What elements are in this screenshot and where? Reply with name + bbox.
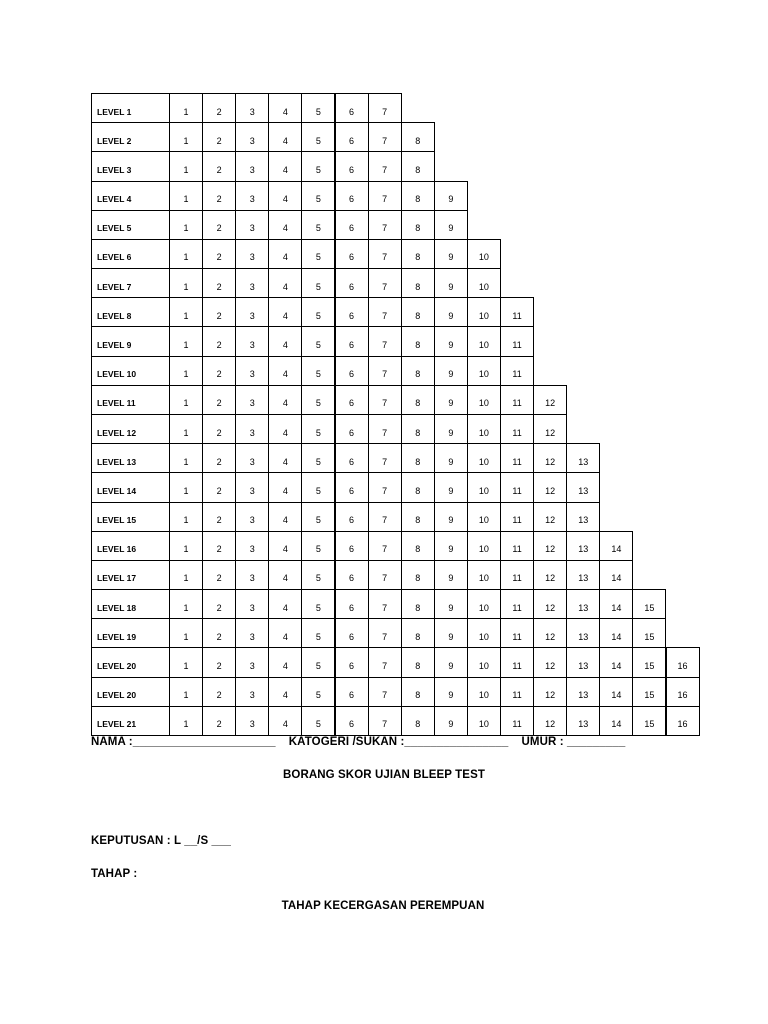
shuttle-cell: 7 [368, 472, 402, 502]
shuttle-cell: 14 [599, 531, 633, 561]
shuttle-cell: 8 [401, 356, 435, 386]
shuttle-cell: 6 [335, 210, 369, 240]
shuttle-cell: 6 [335, 618, 369, 648]
shuttle-cell: 2 [202, 502, 236, 532]
shuttle-cell: 13 [566, 589, 600, 619]
shuttle-cell: 14 [599, 706, 633, 736]
shuttle-cell: 2 [202, 356, 236, 386]
shuttle-cell: 6 [335, 268, 369, 298]
shuttle-cell: 1 [169, 618, 203, 648]
shuttle-cell: 3 [235, 297, 269, 327]
shuttle-cell: 12 [533, 502, 567, 532]
shuttle-cell: 10 [467, 326, 501, 356]
shuttle-cell: 6 [335, 151, 369, 181]
shuttle-cell: 5 [301, 239, 335, 269]
shuttle-cell: 5 [301, 326, 335, 356]
shuttle-cell: 16 [666, 647, 700, 677]
shuttle-cell: 3 [235, 560, 269, 590]
shuttle-cell: 7 [368, 560, 402, 590]
shuttle-cell: 3 [235, 356, 269, 386]
shuttle-cell: 10 [467, 647, 501, 677]
shuttle-cell: 8 [401, 297, 435, 327]
shuttle-cell: 2 [202, 297, 236, 327]
shuttle-cell: 4 [268, 618, 302, 648]
shuttle-cell: 1 [169, 297, 203, 327]
level-label: LEVEL 5 [91, 210, 170, 240]
shuttle-cell: 10 [467, 589, 501, 619]
shuttle-cell: 3 [235, 647, 269, 677]
shuttle-cell: 1 [169, 560, 203, 590]
shuttle-cell: 11 [500, 647, 534, 677]
level-label: LEVEL 1 [91, 93, 170, 123]
shuttle-cell: 4 [268, 502, 302, 532]
shuttle-cell: 7 [368, 502, 402, 532]
level-label: LEVEL 9 [91, 326, 170, 356]
shuttle-cell: 12 [533, 589, 567, 619]
shuttle-cell: 4 [268, 706, 302, 736]
shuttle-cell: 1 [169, 151, 203, 181]
shuttle-cell: 11 [500, 560, 534, 590]
shuttle-cell: 5 [301, 472, 335, 502]
shuttle-cell: 4 [268, 181, 302, 211]
shuttle-cell: 8 [401, 618, 435, 648]
shuttle-cell: 6 [335, 560, 369, 590]
shuttle-cell: 3 [235, 210, 269, 240]
shuttle-cell: 7 [368, 122, 402, 152]
shuttle-cell: 1 [169, 647, 203, 677]
shuttle-cell: 8 [401, 268, 435, 298]
shuttle-cell: 2 [202, 181, 236, 211]
shuttle-cell: 9 [434, 268, 468, 298]
shuttle-cell: 13 [566, 472, 600, 502]
shuttle-cell: 3 [235, 181, 269, 211]
shuttle-cell: 5 [301, 210, 335, 240]
shuttle-cell: 2 [202, 122, 236, 152]
shuttle-cell: 6 [335, 647, 369, 677]
shuttle-cell: 13 [566, 677, 600, 707]
shuttle-cell: 9 [434, 181, 468, 211]
shuttle-cell: 12 [533, 647, 567, 677]
shuttle-cell: 8 [401, 210, 435, 240]
shuttle-cell: 2 [202, 239, 236, 269]
shuttle-cell: 6 [335, 472, 369, 502]
shuttle-cell: 14 [599, 677, 633, 707]
shuttle-cell: 7 [368, 210, 402, 240]
info-line: NAMA :______________________ KATOGERI /SUKAN :________________ UMUR : _________ [91, 736, 626, 748]
level-label: LEVEL 20 [91, 677, 170, 707]
shuttle-cell: 3 [235, 93, 269, 123]
shuttle-cell: 4 [268, 414, 302, 444]
shuttle-cell: 12 [533, 414, 567, 444]
shuttle-cell: 9 [434, 647, 468, 677]
shuttle-cell: 10 [467, 677, 501, 707]
shuttle-cell: 9 [434, 297, 468, 327]
shuttle-cell: 3 [235, 706, 269, 736]
shuttle-cell: 12 [533, 560, 567, 590]
shuttle-cell: 4 [268, 472, 302, 502]
shuttle-cell: 10 [467, 560, 501, 590]
shuttle-cell: 3 [235, 531, 269, 561]
shuttle-cell: 9 [434, 706, 468, 736]
shuttle-cell: 12 [533, 443, 567, 473]
shuttle-cell: 8 [401, 239, 435, 269]
shuttle-cell: 4 [268, 326, 302, 356]
shuttle-cell: 7 [368, 356, 402, 386]
shuttle-cell: 15 [632, 647, 666, 677]
level-label: LEVEL 6 [91, 239, 170, 269]
shuttle-cell: 6 [335, 502, 369, 532]
shuttle-cell: 1 [169, 472, 203, 502]
shuttle-cell: 2 [202, 326, 236, 356]
shuttle-cell: 7 [368, 385, 402, 415]
shuttle-cell: 4 [268, 93, 302, 123]
shuttle-cell: 4 [268, 122, 302, 152]
shuttle-cell: 6 [335, 122, 369, 152]
shuttle-cell: 5 [301, 93, 335, 123]
shuttle-cell: 15 [632, 677, 666, 707]
level-label: LEVEL 12 [91, 414, 170, 444]
shuttle-cell: 3 [235, 589, 269, 619]
shuttle-cell: 5 [301, 151, 335, 181]
shuttle-cell: 14 [599, 618, 633, 648]
shuttle-cell: 2 [202, 677, 236, 707]
shuttle-cell: 4 [268, 268, 302, 298]
shuttle-cell: 15 [632, 618, 666, 648]
shuttle-cell: 10 [467, 356, 501, 386]
level-label: LEVEL 21 [91, 706, 170, 736]
shuttle-cell: 6 [335, 531, 369, 561]
shuttle-cell: 2 [202, 531, 236, 561]
shuttle-cell: 11 [500, 706, 534, 736]
shuttle-cell: 10 [467, 443, 501, 473]
level-label: LEVEL 15 [91, 502, 170, 532]
shuttle-cell: 9 [434, 414, 468, 444]
shuttle-cell: 11 [500, 297, 534, 327]
shuttle-cell: 11 [500, 618, 534, 648]
shuttle-cell: 10 [467, 239, 501, 269]
shuttle-cell: 9 [434, 589, 468, 619]
shuttle-cell: 7 [368, 93, 402, 123]
shuttle-cell: 9 [434, 531, 468, 561]
shuttle-cell: 2 [202, 385, 236, 415]
shuttle-cell: 3 [235, 502, 269, 532]
shuttle-cell: 16 [666, 706, 700, 736]
shuttle-cell: 11 [500, 326, 534, 356]
shuttle-cell: 13 [566, 618, 600, 648]
shuttle-cell: 5 [301, 531, 335, 561]
shuttle-cell: 9 [434, 385, 468, 415]
shuttle-cell: 11 [500, 356, 534, 386]
shuttle-cell: 4 [268, 647, 302, 677]
shuttle-cell: 6 [335, 385, 369, 415]
shuttle-cell: 1 [169, 239, 203, 269]
shuttle-cell: 7 [368, 297, 402, 327]
shuttle-cell: 6 [335, 706, 369, 736]
shuttle-cell: 4 [268, 297, 302, 327]
shuttle-cell: 6 [335, 414, 369, 444]
shuttle-cell: 9 [434, 618, 468, 648]
shuttle-cell: 5 [301, 443, 335, 473]
shuttle-cell: 11 [500, 589, 534, 619]
shuttle-cell: 1 [169, 589, 203, 619]
shuttle-cell: 10 [467, 472, 501, 502]
level-label: LEVEL 18 [91, 589, 170, 619]
shuttle-cell: 5 [301, 356, 335, 386]
shuttle-cell: 13 [566, 706, 600, 736]
shuttle-cell: 5 [301, 706, 335, 736]
shuttle-cell: 12 [533, 472, 567, 502]
shuttle-cell: 6 [335, 326, 369, 356]
shuttle-cell: 13 [566, 647, 600, 677]
shuttle-cell: 8 [401, 443, 435, 473]
shuttle-cell: 3 [235, 239, 269, 269]
shuttle-cell: 6 [335, 181, 369, 211]
shuttle-cell: 2 [202, 589, 236, 619]
shuttle-cell: 5 [301, 268, 335, 298]
shuttle-cell: 5 [301, 414, 335, 444]
shuttle-cell: 7 [368, 618, 402, 648]
shuttle-cell: 10 [467, 297, 501, 327]
shuttle-cell: 15 [632, 706, 666, 736]
shuttle-cell: 2 [202, 414, 236, 444]
shuttle-cell: 8 [401, 560, 435, 590]
shuttle-cell: 1 [169, 531, 203, 561]
level-label: LEVEL 13 [91, 443, 170, 473]
shuttle-cell: 3 [235, 677, 269, 707]
keputusan-field: KEPUTUSAN : L __/S ___ [91, 835, 232, 847]
shuttle-cell: 8 [401, 677, 435, 707]
level-label: LEVEL 10 [91, 356, 170, 386]
shuttle-cell: 1 [169, 181, 203, 211]
shuttle-cell: 4 [268, 443, 302, 473]
shuttle-cell: 13 [566, 560, 600, 590]
shuttle-cell: 1 [169, 706, 203, 736]
shuttle-cell: 1 [169, 385, 203, 415]
shuttle-cell: 1 [169, 122, 203, 152]
shuttle-cell: 6 [335, 239, 369, 269]
shuttle-cell: 3 [235, 326, 269, 356]
shuttle-cell: 4 [268, 677, 302, 707]
shuttle-cell: 2 [202, 93, 236, 123]
shuttle-cell: 1 [169, 93, 203, 123]
shuttle-cell: 10 [467, 385, 501, 415]
shuttle-cell: 9 [434, 443, 468, 473]
shuttle-cell: 3 [235, 414, 269, 444]
shuttle-cell: 10 [467, 414, 501, 444]
shuttle-cell: 10 [467, 531, 501, 561]
level-label: LEVEL 14 [91, 472, 170, 502]
shuttle-cell: 8 [401, 472, 435, 502]
shuttle-cell: 2 [202, 560, 236, 590]
shuttle-cell: 4 [268, 210, 302, 240]
shuttle-cell: 8 [401, 181, 435, 211]
shuttle-cell: 4 [268, 531, 302, 561]
shuttle-cell: 8 [401, 531, 435, 561]
shuttle-cell: 2 [202, 472, 236, 502]
shuttle-cell: 8 [401, 326, 435, 356]
shuttle-cell: 10 [467, 618, 501, 648]
shuttle-cell: 5 [301, 181, 335, 211]
shuttle-cell: 6 [335, 356, 369, 386]
shuttle-cell: 2 [202, 210, 236, 240]
shuttle-cell: 5 [301, 385, 335, 415]
shuttle-cell: 5 [301, 560, 335, 590]
shuttle-cell: 2 [202, 706, 236, 736]
shuttle-cell: 9 [434, 326, 468, 356]
shuttle-cell: 12 [533, 677, 567, 707]
shuttle-cell: 6 [335, 443, 369, 473]
shuttle-cell: 12 [533, 706, 567, 736]
shuttle-cell: 7 [368, 531, 402, 561]
shuttle-cell: 2 [202, 647, 236, 677]
shuttle-cell: 1 [169, 502, 203, 532]
shuttle-cell: 8 [401, 706, 435, 736]
level-label: LEVEL 11 [91, 385, 170, 415]
form-subtitle: TAHAP KECERGASAN PEREMPUAN [281, 900, 485, 912]
shuttle-cell: 7 [368, 706, 402, 736]
shuttle-cell: 7 [368, 414, 402, 444]
shuttle-cell: 5 [301, 589, 335, 619]
shuttle-cell: 5 [301, 122, 335, 152]
shuttle-cell: 6 [335, 677, 369, 707]
shuttle-cell: 14 [599, 647, 633, 677]
shuttle-cell: 7 [368, 181, 402, 211]
shuttle-cell: 14 [599, 560, 633, 590]
form-title: BORANG SKOR UJIAN BLEEP TEST [283, 769, 485, 781]
shuttle-cell: 3 [235, 151, 269, 181]
level-label: LEVEL 2 [91, 122, 170, 152]
shuttle-cell: 13 [566, 502, 600, 532]
level-label: LEVEL 20 [91, 647, 170, 677]
shuttle-cell: 8 [401, 385, 435, 415]
shuttle-cell: 8 [401, 151, 435, 181]
level-label: LEVEL 17 [91, 560, 170, 590]
shuttle-cell: 11 [500, 472, 534, 502]
shuttle-cell: 5 [301, 297, 335, 327]
shuttle-cell: 12 [533, 385, 567, 415]
shuttle-cell: 16 [666, 677, 700, 707]
shuttle-cell: 3 [235, 618, 269, 648]
shuttle-cell: 1 [169, 268, 203, 298]
shuttle-cell: 7 [368, 151, 402, 181]
level-label: LEVEL 16 [91, 531, 170, 561]
shuttle-cell: 2 [202, 268, 236, 298]
shuttle-cell: 8 [401, 502, 435, 532]
shuttle-cell: 10 [467, 502, 501, 532]
level-label: LEVEL 3 [91, 151, 170, 181]
shuttle-cell: 12 [533, 618, 567, 648]
shuttle-cell: 6 [335, 297, 369, 327]
shuttle-cell: 4 [268, 385, 302, 415]
shuttle-cell: 1 [169, 443, 203, 473]
shuttle-cell: 9 [434, 677, 468, 707]
shuttle-cell: 11 [500, 385, 534, 415]
shuttle-cell: 5 [301, 618, 335, 648]
shuttle-cell: 1 [169, 326, 203, 356]
shuttle-cell: 4 [268, 356, 302, 386]
shuttle-cell: 1 [169, 210, 203, 240]
shuttle-cell: 7 [368, 647, 402, 677]
shuttle-cell: 11 [500, 414, 534, 444]
shuttle-cell: 9 [434, 210, 468, 240]
shuttle-cell: 2 [202, 618, 236, 648]
shuttle-cell: 3 [235, 385, 269, 415]
shuttle-cell: 4 [268, 239, 302, 269]
shuttle-cell: 7 [368, 589, 402, 619]
shuttle-cell: 13 [566, 443, 600, 473]
shuttle-cell: 9 [434, 502, 468, 532]
shuttle-cell: 7 [368, 443, 402, 473]
shuttle-cell: 8 [401, 414, 435, 444]
shuttle-cell: 2 [202, 151, 236, 181]
shuttle-cell: 8 [401, 122, 435, 152]
shuttle-cell: 4 [268, 589, 302, 619]
shuttle-cell: 5 [301, 502, 335, 532]
shuttle-cell: 11 [500, 531, 534, 561]
shuttle-cell: 5 [301, 677, 335, 707]
shuttle-cell: 9 [434, 472, 468, 502]
level-label: LEVEL 7 [91, 268, 170, 298]
level-label: LEVEL 19 [91, 618, 170, 648]
shuttle-cell: 12 [533, 531, 567, 561]
shuttle-cell: 9 [434, 356, 468, 386]
shuttle-cell: 15 [632, 589, 666, 619]
shuttle-cell: 3 [235, 268, 269, 298]
shuttle-cell: 2 [202, 443, 236, 473]
shuttle-cell: 11 [500, 677, 534, 707]
shuttle-cell: 10 [467, 268, 501, 298]
shuttle-cell: 6 [335, 93, 369, 123]
shuttle-cell: 10 [467, 706, 501, 736]
shuttle-cell: 9 [434, 560, 468, 590]
shuttle-cell: 7 [368, 677, 402, 707]
shuttle-cell: 7 [368, 268, 402, 298]
shuttle-cell: 8 [401, 589, 435, 619]
shuttle-cell: 3 [235, 122, 269, 152]
shuttle-cell: 7 [368, 239, 402, 269]
shuttle-cell: 6 [335, 589, 369, 619]
shuttle-cell: 8 [401, 647, 435, 677]
shuttle-cell: 9 [434, 239, 468, 269]
shuttle-cell: 4 [268, 151, 302, 181]
shuttle-cell: 1 [169, 356, 203, 386]
level-label: LEVEL 8 [91, 297, 170, 327]
level-label: LEVEL 4 [91, 181, 170, 211]
shuttle-cell: 3 [235, 443, 269, 473]
shuttle-cell: 13 [566, 531, 600, 561]
shuttle-cell: 14 [599, 589, 633, 619]
shuttle-cell: 7 [368, 326, 402, 356]
shuttle-cell: 5 [301, 647, 335, 677]
tahap-field: TAHAP : [91, 868, 138, 880]
shuttle-cell: 4 [268, 560, 302, 590]
shuttle-cell: 11 [500, 443, 534, 473]
shuttle-cell: 1 [169, 677, 203, 707]
shuttle-cell: 1 [169, 414, 203, 444]
shuttle-cell: 3 [235, 472, 269, 502]
shuttle-cell: 11 [500, 502, 534, 532]
